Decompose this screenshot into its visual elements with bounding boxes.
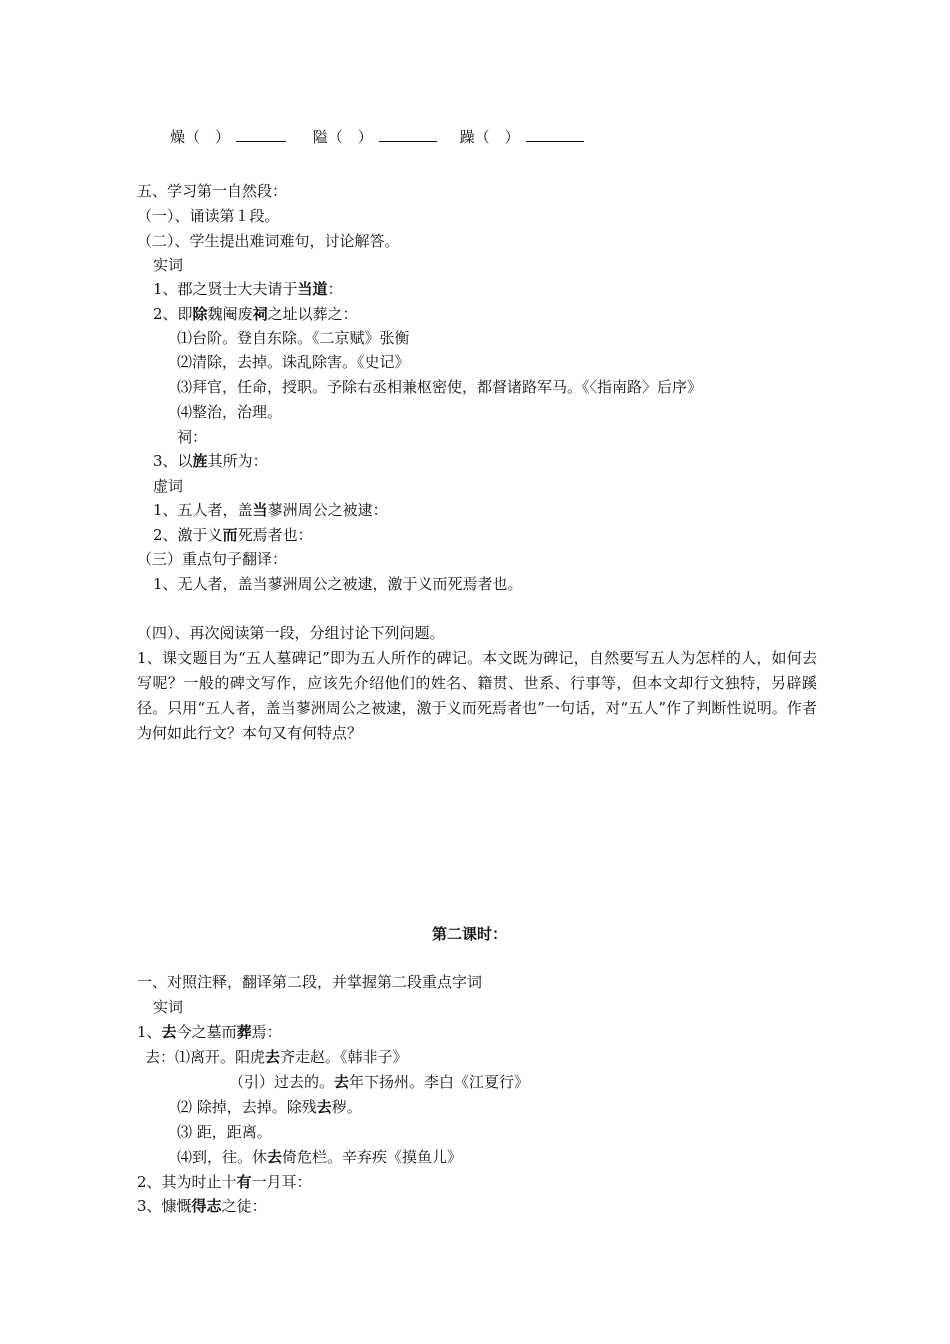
text-span: 2、即: [153, 305, 193, 323]
keyword: 祠: [252, 305, 268, 323]
keyword: 旌: [192, 452, 208, 470]
text-span: 1、五人者，盖: [153, 501, 253, 519]
xuci-label: 虚词: [153, 477, 184, 495]
chu-sense-3: ⑶拜官，任命，授职。予除右丞相兼枢密使，都督诸路军马。《〈指南路〉后序》: [177, 378, 703, 396]
keyword: 去: [334, 1073, 350, 1091]
xuci-item-1: [153, 500, 388, 520]
text-span: 之址以葬之：: [267, 305, 358, 323]
text-span: 2、其为时止十: [137, 1173, 237, 1191]
keyword: 除: [192, 305, 208, 323]
text-span: 齐走赵。《韩非子》: [280, 1048, 408, 1066]
text-span: 焉：: [251, 1023, 282, 1041]
keyword: 去: [161, 1023, 177, 1041]
text-span: 3、以: [153, 452, 193, 470]
shici-item-2: [153, 304, 358, 324]
text-span: 蓼洲周公之被逮：: [267, 501, 388, 519]
blank-line-1[interactable]: [236, 127, 286, 142]
lesson-2-section-1: 一、对照注释，翻译第二段，并掌握第二段重点字词: [137, 973, 483, 991]
section-5-step-2: （二）、学生提出难词难句，讨论解答。: [137, 232, 400, 250]
text-span: ⑴离开。阳虎: [175, 1048, 266, 1066]
text-span: 1、郡之贤士大夫请于: [153, 280, 298, 298]
text-span: 1、: [137, 1023, 162, 1041]
shici-label: 实词: [153, 256, 184, 274]
qu-sense-4: [177, 1147, 462, 1167]
text-span: 倚危栏。辛弃疾《摸鱼儿》: [282, 1148, 463, 1166]
ci-label: 祠：: [177, 428, 208, 446]
qu-sense-3: ⑶ 距，距离。: [177, 1123, 272, 1141]
section-5-step-4: （四）、再次阅读第一段，分组讨论下列问题。: [137, 624, 445, 642]
text-span: 3、慷慨: [137, 1197, 192, 1215]
text-span: ⑷到，往。休: [177, 1148, 268, 1166]
section-5-step-3: （三）重点句子翻译：: [137, 550, 288, 568]
keyword: 去: [265, 1048, 281, 1066]
text-span: 去：: [145, 1048, 176, 1066]
text-span: 今之墓而: [176, 1023, 237, 1041]
keyword: 去: [316, 1098, 332, 1116]
blank-line-3[interactable]: [526, 127, 584, 142]
text-span: 一月耳：: [251, 1173, 312, 1191]
keyword: 而: [222, 526, 238, 544]
text-span: 魏阉废: [207, 305, 253, 323]
qu-sense-1: [145, 1047, 408, 1067]
keyword: 有: [236, 1173, 252, 1191]
blank-line-2[interactable]: [379, 127, 437, 142]
discussion-question-1: 1、课文题目为“五人墓碑记”即为五人所作的碑记。本文既为碑记，自然要写五人为怎样的人，如何去写呢？一般的碑文写作，应该先介绍他们的姓名、籍贯、世系、行事等，但本文却行文独特，另辟蹊径。只用“五人者，盖当蓼洲周公之被逮，激于义而死焉者也”一句话，对“五人”作了判断性说明。作者为何如此行文？本句又有何特点？: [137, 649, 817, 742]
blank-item-3-label: 躁（ ）: [459, 128, 520, 146]
text-span: 秽。: [331, 1098, 362, 1116]
section-5-title: 五、学习第一自然段：: [137, 182, 288, 200]
text-span: （引）过去的。: [229, 1073, 335, 1091]
shici-item-3: [153, 451, 268, 471]
chu-sense-1: ⑴台阶。登自东除。《二京赋》张衡: [177, 329, 410, 347]
text-span: ⑵ 除掉，去掉。除残: [177, 1098, 317, 1116]
blank-item-1-label: 燥（ ）: [170, 128, 231, 146]
fill-blank-row: [170, 127, 584, 147]
qu-sense-2: [177, 1097, 362, 1117]
lesson-2-item-2: [137, 1172, 312, 1192]
text-span: 年下扬州。李白《江夏行》: [349, 1073, 530, 1091]
lesson-2-item-1: [137, 1022, 282, 1042]
keyword: 得志: [191, 1197, 222, 1215]
lesson-2-item-3: [137, 1196, 267, 1216]
chu-sense-4: ⑷整治，治理。: [177, 403, 283, 421]
shici-item-1: [153, 279, 343, 299]
chu-sense-2: ⑵清除，去掉。诛乱除害。《史记》: [177, 353, 410, 371]
keyword: 当道: [297, 280, 328, 298]
text-span: 死焉者也：: [237, 526, 313, 544]
keyword: 葬: [236, 1023, 252, 1041]
qu-sense-1-extended: [229, 1072, 529, 1092]
text-span: 之徒：: [221, 1197, 267, 1215]
text-span: ：: [327, 280, 343, 298]
text-span: 2、激于义: [153, 526, 223, 544]
lesson-2-shici-label: 实词: [153, 998, 184, 1016]
keyword: 当: [252, 501, 268, 519]
lesson-2-heading: 第二课时：: [432, 925, 508, 943]
xuci-item-2: [153, 525, 313, 545]
blank-item-2-label: 隘（ ）: [312, 128, 373, 146]
translation-item-1: 1、无人者，盖当蓼洲周公之被逮，激于义而死焉者也。: [153, 575, 523, 593]
section-5-step-1: （一）、诵读第１段。: [137, 207, 280, 225]
text-span: 其所为：: [207, 452, 268, 470]
keyword: 去: [267, 1148, 283, 1166]
